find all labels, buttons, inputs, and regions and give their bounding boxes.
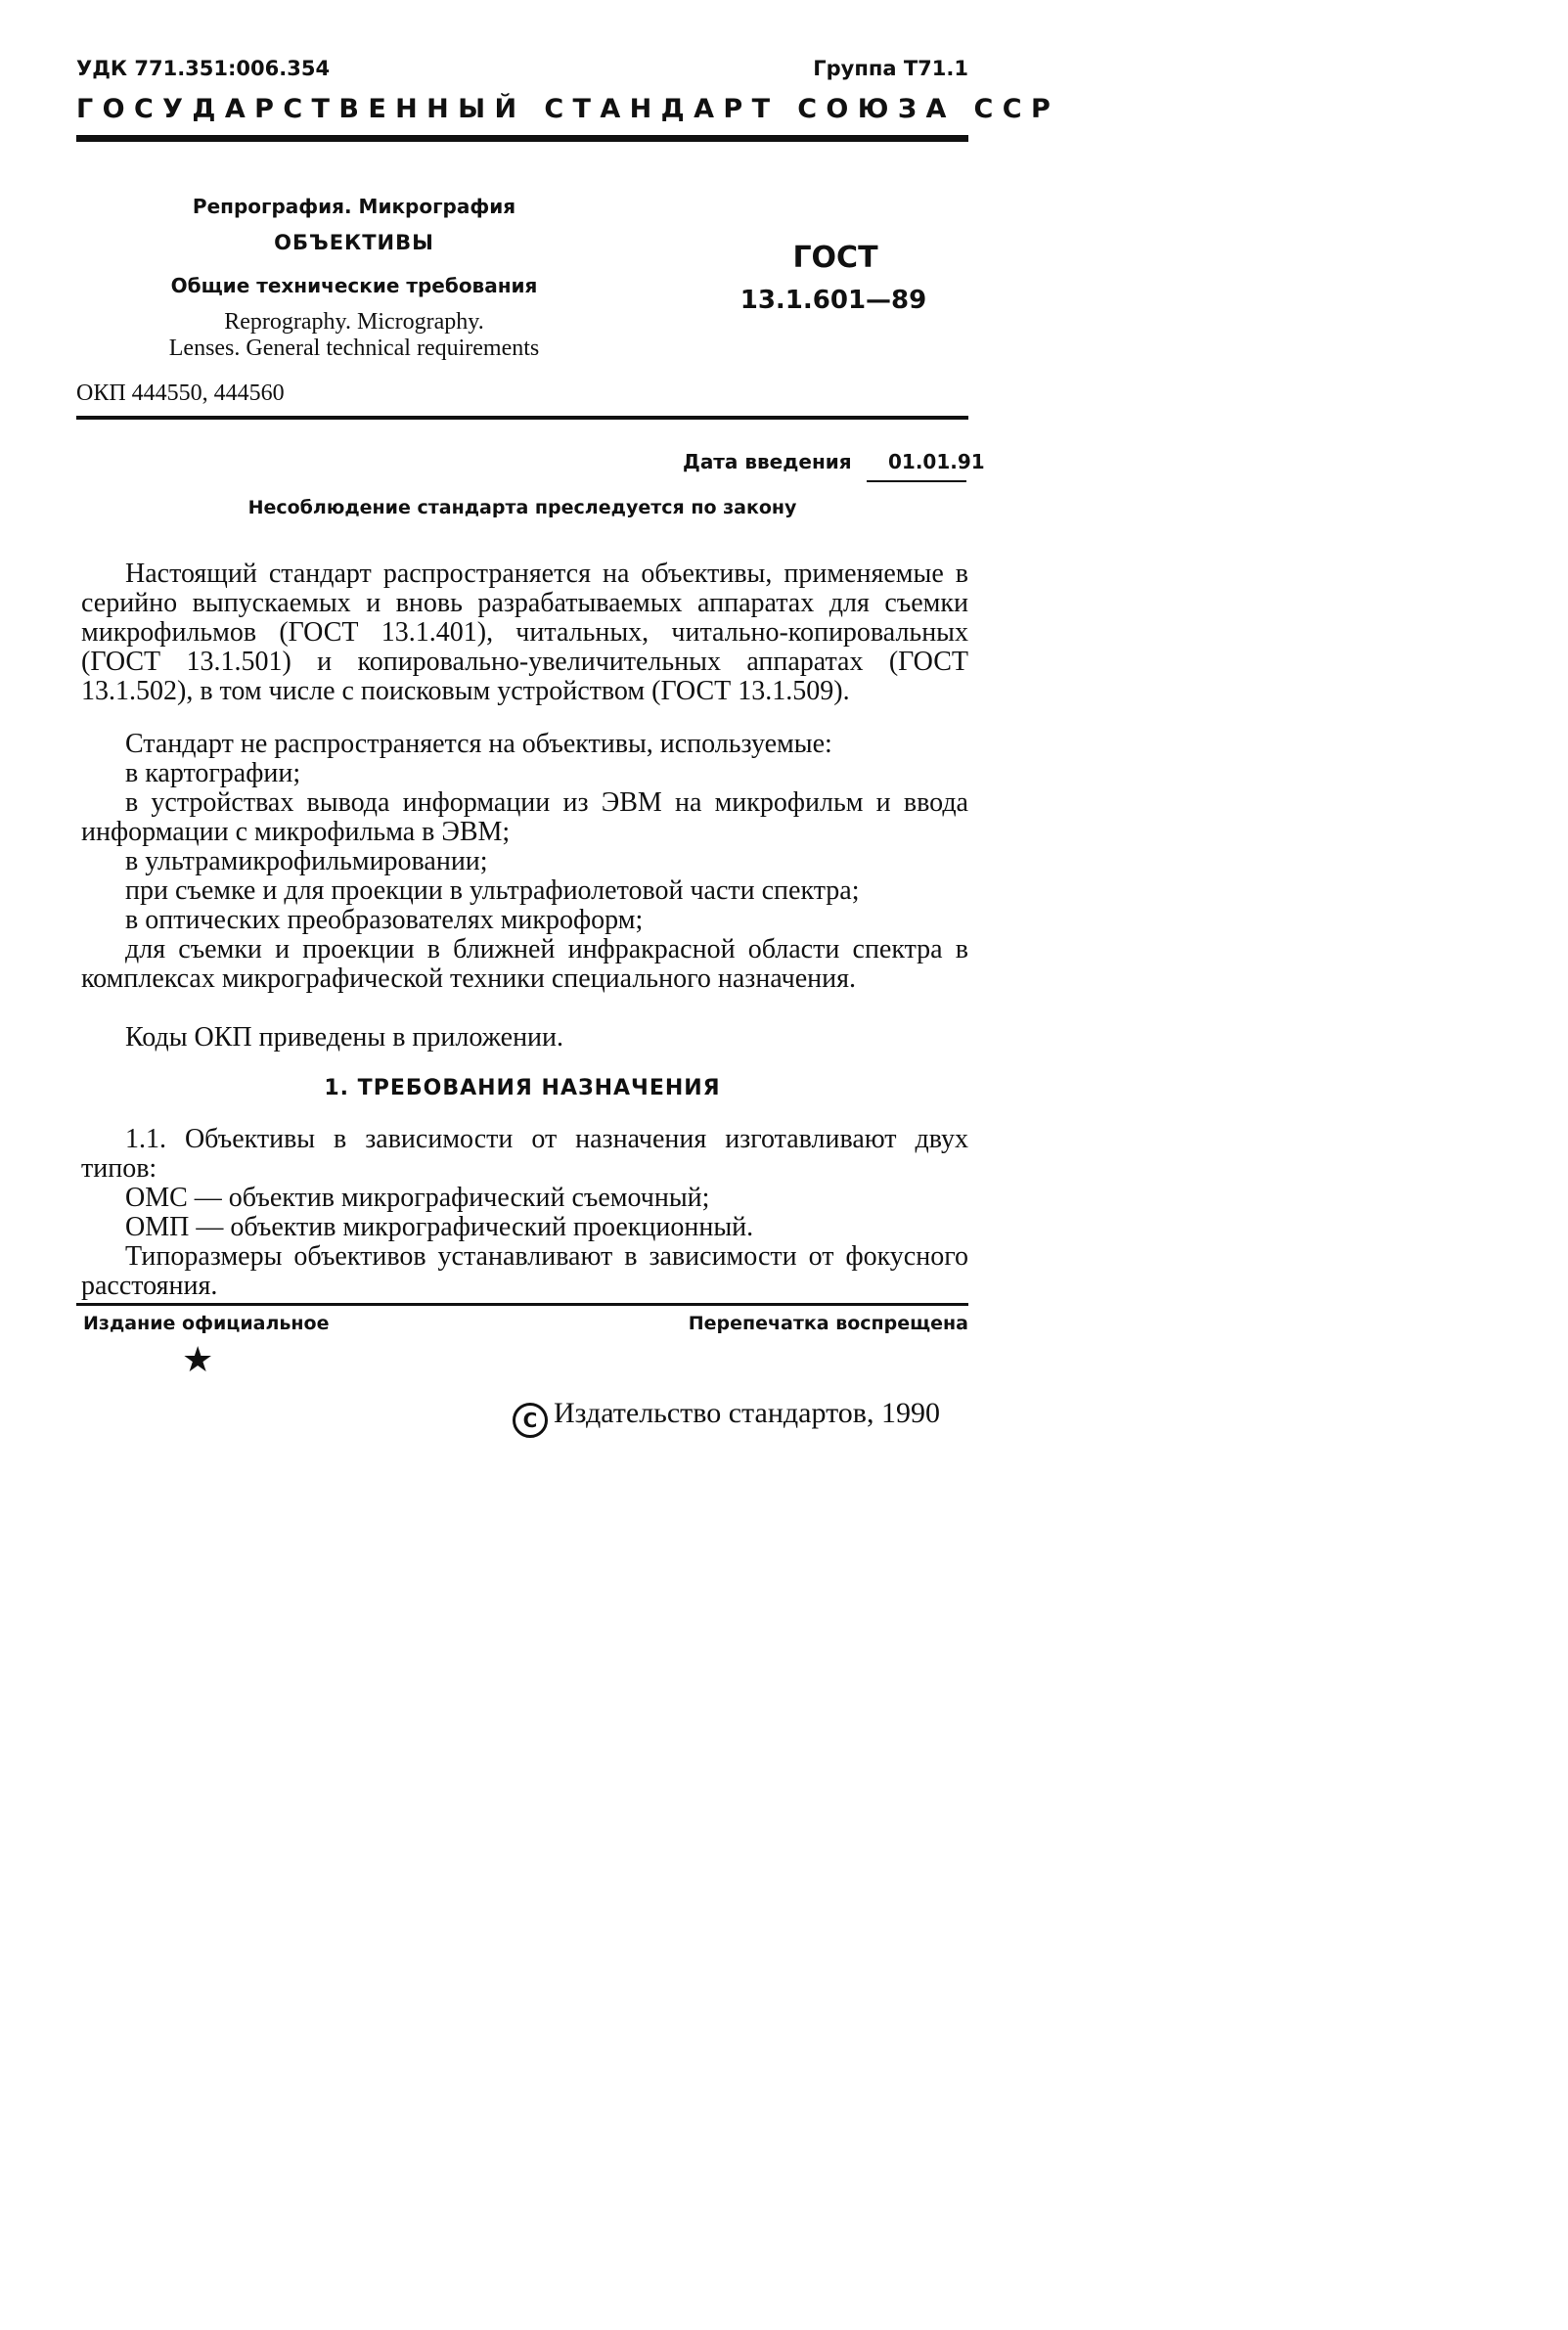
copyright-icon: C [513, 1403, 548, 1438]
exclusion-item-5: в оптических преобразователях микроформ; [125, 905, 644, 935]
lens-type-omp: ОМП — объектив микрографический проекционный. [125, 1212, 754, 1242]
publisher-copyright: Издательство стандартов, 1990 [554, 1397, 940, 1429]
legal-warning: Несоблюдение стандарта преследуется по закону [247, 497, 797, 518]
gost-number: 13.1.601—89 [739, 286, 927, 315]
exclusion-item-3: в ультрамикрофильмировании; [125, 846, 488, 876]
star-icon: ★ [182, 1340, 214, 1379]
footer-rule [76, 1303, 968, 1306]
header-thick-rule [76, 135, 968, 142]
okp-codes: ОКП 444550, 444560 [76, 381, 285, 406]
lens-type-oms: ОМС — объектив микрографический съемочный; [125, 1183, 710, 1213]
title-ru-line1: Репрография. Микрография [192, 195, 516, 218]
official-edition-label: Издание официальное [83, 1313, 330, 1334]
exclusion-item-6: для съемки и проекции в ближней инфракрасной области спектра в комплексах микрографической техники специального назначения. [81, 934, 968, 994]
title-en-line1: Reprography. Micrography. [224, 309, 484, 335]
exclusion-item-1: в картографии; [125, 758, 301, 788]
body-paragraph-3: Коды ОКП приведены в приложении. [125, 1022, 564, 1053]
date-underline [867, 480, 966, 482]
body-paragraph-1: Настоящий стандарт распространяется на объективы, применяемые в серийно выпускаемых и вновь разрабатываемых аппаратах для съемки микрофильмов (ГОСТ 13.1.401), читальных, читально-копировальных (ГОСТ 13.1.501) и копировально-увеличительных аппаратах (ГОСТ 13.1.502), в том числе с поисковым устройством (ГОСТ 13.1.509). [81, 559, 968, 706]
title-ru-line2: ОБЪЕКТИВЫ [274, 231, 434, 254]
udk-code: УДК 771.351:006.354 [76, 57, 331, 80]
introduction-date-label: Дата введения [683, 450, 852, 473]
gost-label: ГОСТ [792, 241, 878, 275]
title-ru-line3: Общие технические требования [170, 274, 538, 297]
introduction-date-value: 01.01.91 [888, 450, 985, 473]
reprint-prohibited-label: Перепечатка воспрещена [688, 1313, 968, 1334]
section-1-heading: 1. ТРЕБОВАНИЯ НАЗНАЧЕНИЯ [324, 1076, 721, 1100]
title-en-line2: Lenses. General technical requirements [168, 336, 540, 361]
exclusion-item-2: в устройствах вывода информации из ЭВМ на микрофильм и ввода информации с микрофильма в ЭВМ; [81, 787, 968, 847]
group-code: Группа Т71.1 [813, 57, 968, 80]
body-paragraph-2: Стандарт не распространяется на объективы, используемые: [125, 729, 832, 759]
state-standard-heading: ГОСУДАРСТВЕННЫЙ СТАНДАРТ СОЮЗА ССР [76, 94, 1060, 124]
exclusion-item-4: при съемке и для проекции в ультрафиолетовой части спектра; [125, 875, 860, 906]
section-1-paragraph-1: 1.1. Объективы в зависимости от назначения изготавливают двух типов: [81, 1124, 968, 1184]
title-block-rule [76, 416, 968, 420]
section-1-paragraph-2: Типоразмеры объективов устанавливают в зависимости от фокусного расстояния. [81, 1241, 968, 1301]
